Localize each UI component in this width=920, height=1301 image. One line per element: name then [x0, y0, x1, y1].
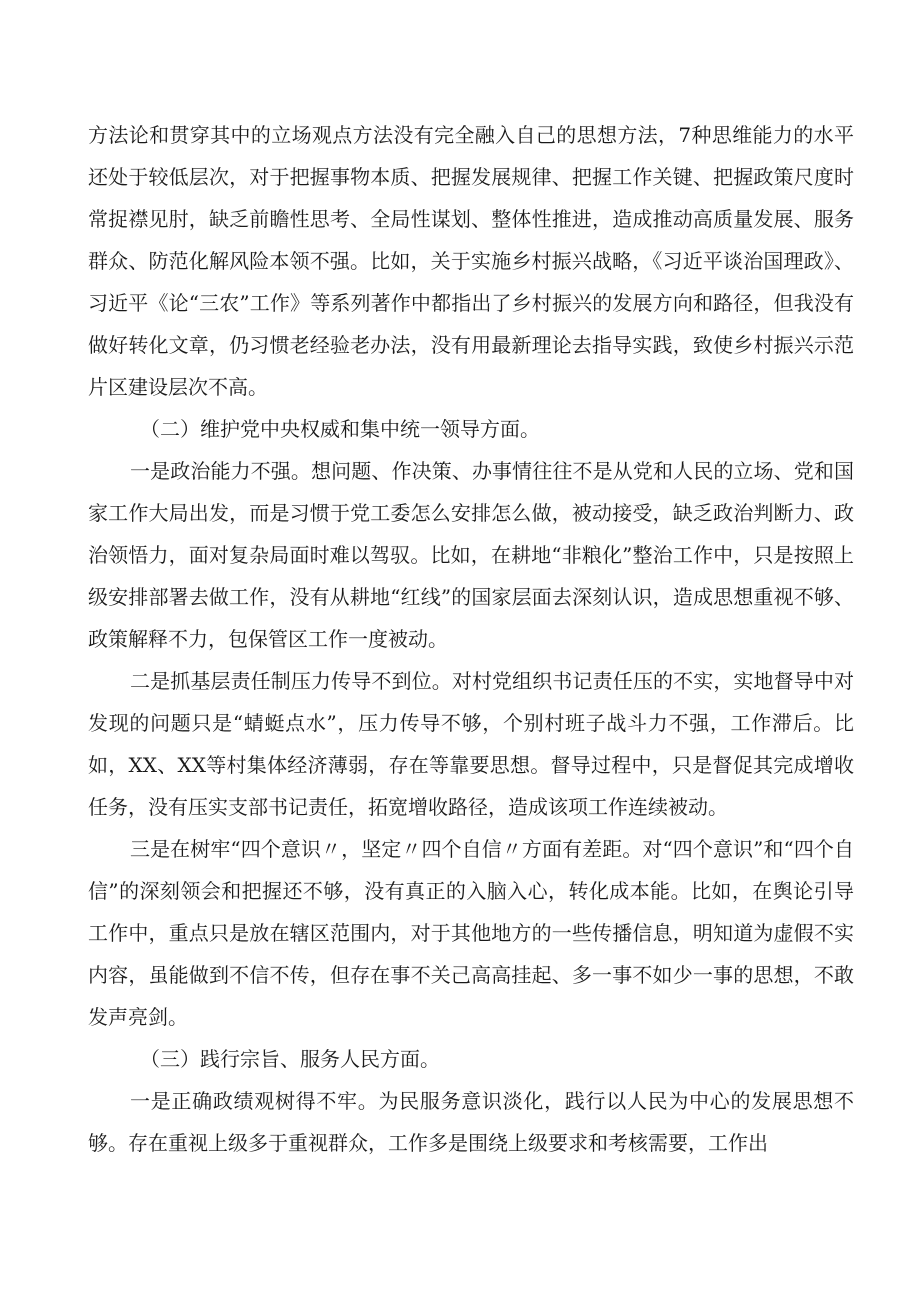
paragraph-political-ability: 一是政治能力不强。想问题、作决策、办事情往往不是从党和人民的立场、党和国家工作大局出发，而是习惯于党工委怎么安排怎么做，被动接受，缺乏政治判断力、政治领悟力，面对复杂局面时难以驾驭。比如，在耕地“非粮化”整治工作中，只是按照上级安排部署去做工作，没有从耕地“红线”的国家层面去深刻认识，造成思想重视不够、政策解释不力，包保管区工作一度被动。	[88, 459, 854, 651]
paragraph-grassroots-responsibility: 二是抓基层责任制压力传导不到位。对村党组织书记责任压的不实，实地督导中对发现的问题只是“蜻蜓点水”，压力传导不够，个别村班子战斗力不强，工作滞后。比如，XX、XX等村集体经济薄弱，存在等靠要思想。督导过程中，只是督促其完成增收任务，没有压实支部书记责任，拓宽增收路径，造成该项工作连续被动。	[88, 669, 854, 819]
paragraph-political-achievement: 一是正确政绩观树得不牢。为民服务意识淡化，践行以人民为中心的发展思想不够。存在重视上级多于重视群众，工作多是围绕上级要求和考核需要，工作出	[88, 1089, 854, 1155]
paragraph-four-consciousness: 三是在树牢“四个意识〃，坚定〃四个自信〃方面有差距。对“四个意识”和“四个自信”的深刻领会和把握还不够，没有真正的入脑入心，转化成本能。比如，在舆论引导工作中，重点只是放在辖区范围内，对于其他地方的一些传播信息，明知道为虚假不实内容，虽能做到不信不传，但存在事不关己高高挂起、多一事不如少一事的思想，不敢发声亮剑。	[88, 837, 854, 1029]
section-heading-3: （三）践行宗旨、服务人民方面。	[140, 1047, 440, 1071]
paragraph-1: 方法论和贯穿其中的立场观点方法没有完全融入自己的思想方法，7种思维能力的水平还处于较低层次，对于把握事物本质、把握发展规律、把握工作关键、把握政策尺度时常捉襟见肘，缺乏前瞻性思考、全局性谋划、整体性推进，造成推动高质量发展、服务群众、防范化解风险本领不强。比如，关于实施乡村振兴战略，《习近平谈治国理政》、习近平《论“三农”工作》等系列著作中都指出了乡村振兴的发展方向和路径，但我没有做好转化文章，仍习惯老经验老办法，没有用最新理论去指导实践，致使乡村振兴示范片区建设层次不高。	[88, 123, 854, 399]
document-body	[88, 114, 854, 1164]
section-heading-2: （二）维护党中央权威和集中统一领导方面。	[140, 417, 540, 441]
